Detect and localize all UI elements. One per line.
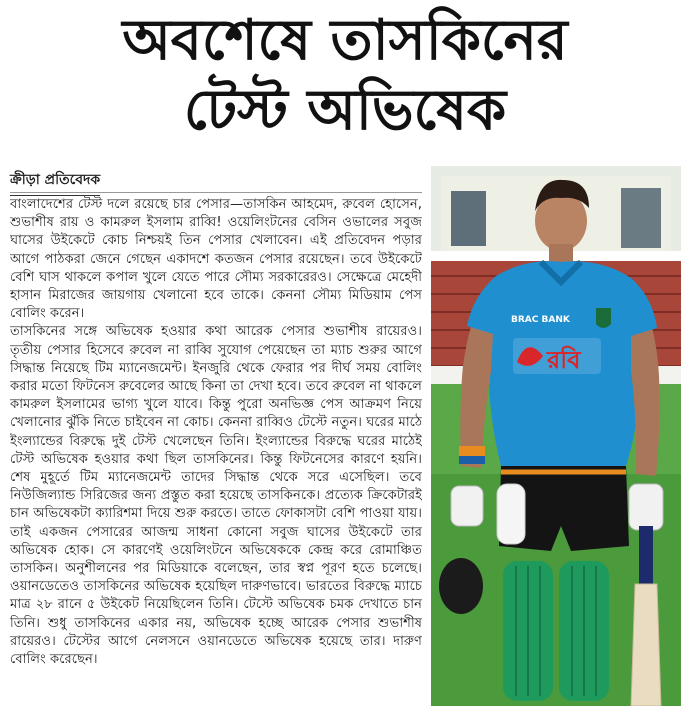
jersey-chest-text: BRAC BANK (511, 315, 570, 325)
helmet (439, 558, 483, 614)
article-body (10, 196, 422, 712)
batting-glove-right (629, 484, 663, 530)
cricketer-photo-illustration (431, 166, 681, 706)
article-byline: ক্রীড়া প্রতিবেদক (10, 168, 100, 196)
article-headline (0, 6, 690, 146)
byline-divider (10, 192, 422, 193)
jersey-sponsor-logo: রবি (547, 346, 581, 374)
article-paragraph-2: তাসকিনের সঙ্গে অভিষেক হওয়ার কথা আরেক পেসার শুভাশীষ রায়েরও। তৃতীয় পেসার হিসেবে রুবেল না রাব্বি সুযোগ পেয়েছেন তা ম্যাচ শুরুর আগে সিদ্ধান্ত নিয়েছে টিম ম্যানেজমেন্ট। ইনজুরি থেকে ফেরার পর দীর্ঘ সময় বোলিং করার মতো ফিটনেস রুবেলের আছে কিনা তা দেখা হবে। তবে রুবেল না থাকলে কামরুল ইসলামের ভাগ্য খুলে যাবে। কিন্তু পুরো অনভিজ্ঞ পেস আক্রমণ নিয়ে খেলানোর ঝুঁকি নিতে চাইবেন না কোচ। কেননা রাব্বিও টেস্টে নতুন। ঘরের মাঠে ইংল্যান্ডের বিরুদ্ধে দুই টেস্ট খেলেছেন তিনি। ইংল্যান্ডের বিরুদ্ধে ঘরের মাঠেই টেস্ট অভিষেক হওয়ার কথা ছিল তাসকিনের। কিন্তু ফিটনেসের কারণে হয়নি। শেষ মুহূর্তে টিম ম্যানেজমেন্ট তাদের সিদ্ধান্ত থেকে সরে এসেছিল। তবে নিউজিল্যান্ড সিরিজের জন্য প্রস্তুত করা হয়েছে তাসকিনকে। প্রত্যেক ক্রিকেটারই চান অভিষেকটা ক্যারিশমা দিয়ে শুরু করতে। তাতে ফোকাসটা বেশি পাওয়া যায়। তাই একজন পেসারের আজন্ম সাধনা কোনো সবুজ ঘাসের উইকেটে তার অভিষেক হোক। সে কারণেই ওয়েলিংটনে অভিষেককে কেন্দ্র করে রোমাঞ্চিত তাসকিন। অনুশীলনের পর মিডিয়াকে বলেছেন, তার স্বপ্ন পূরণ হতে চলেছে। ওয়ানডেতেও তাসকিনের অভিষেক হয়েছিল দারুণভাবে। ভারতের বিরুদ্ধে ম্যাচে মাত্র ২৮ রানে ৫ উইকেট নিয়েছিলেন তিনি। টেস্টে অভিষেক চমক দেখাতে চান তিনি। শুধু তাসকিনের একার নয়, অভিষেক হচ্ছে আরেক পেসার শুভাশীষ রায়েরও। টেস্টের আগে নেলসনে ওয়ানডেতে অভিষেক হয়েছে তার। দারুণ বোলিং করেছেন। (10, 324, 422, 668)
headline-line-1: অবশেষে তাসকিনের (122, 8, 568, 73)
article-photo (431, 166, 681, 706)
cricket-bat (631, 584, 661, 706)
headline-line-2: টেস্ট অভিষেক (183, 78, 507, 143)
batting-glove-left (451, 486, 483, 526)
article-paragraph-1: বাংলাদেশের টেস্ট দলে রয়েছে চার পেসার—তাসকিন আহমেদ, রুবেল হোসেন, শুভাশীষ রায় ও কামরুল ইসলাম রাব্বি! ওয়েলিংটনের বেসিন ওভালের সবুজ ঘাসের উইকেটে কোচ নিশ্চয়ই তিন পেসার খেলাবেন। এই প্রতিবেদন পড়ার আগে পাঠকরা জেনে গেছেন একাদশে কতজন পেসার রয়েছেন। তবে উইকেটে বেশি ঘাস থাকলে কপাল খুলে যেতে পারে সৌম্য সরকারেরও। সেক্ষেত্রে মেহেদী হাসান মিরাজের জায়গায় খেলানো হবে তাকে। কেননা সৌম্য মিডিয়াম পেস বোলিং করেন। (10, 197, 422, 322)
